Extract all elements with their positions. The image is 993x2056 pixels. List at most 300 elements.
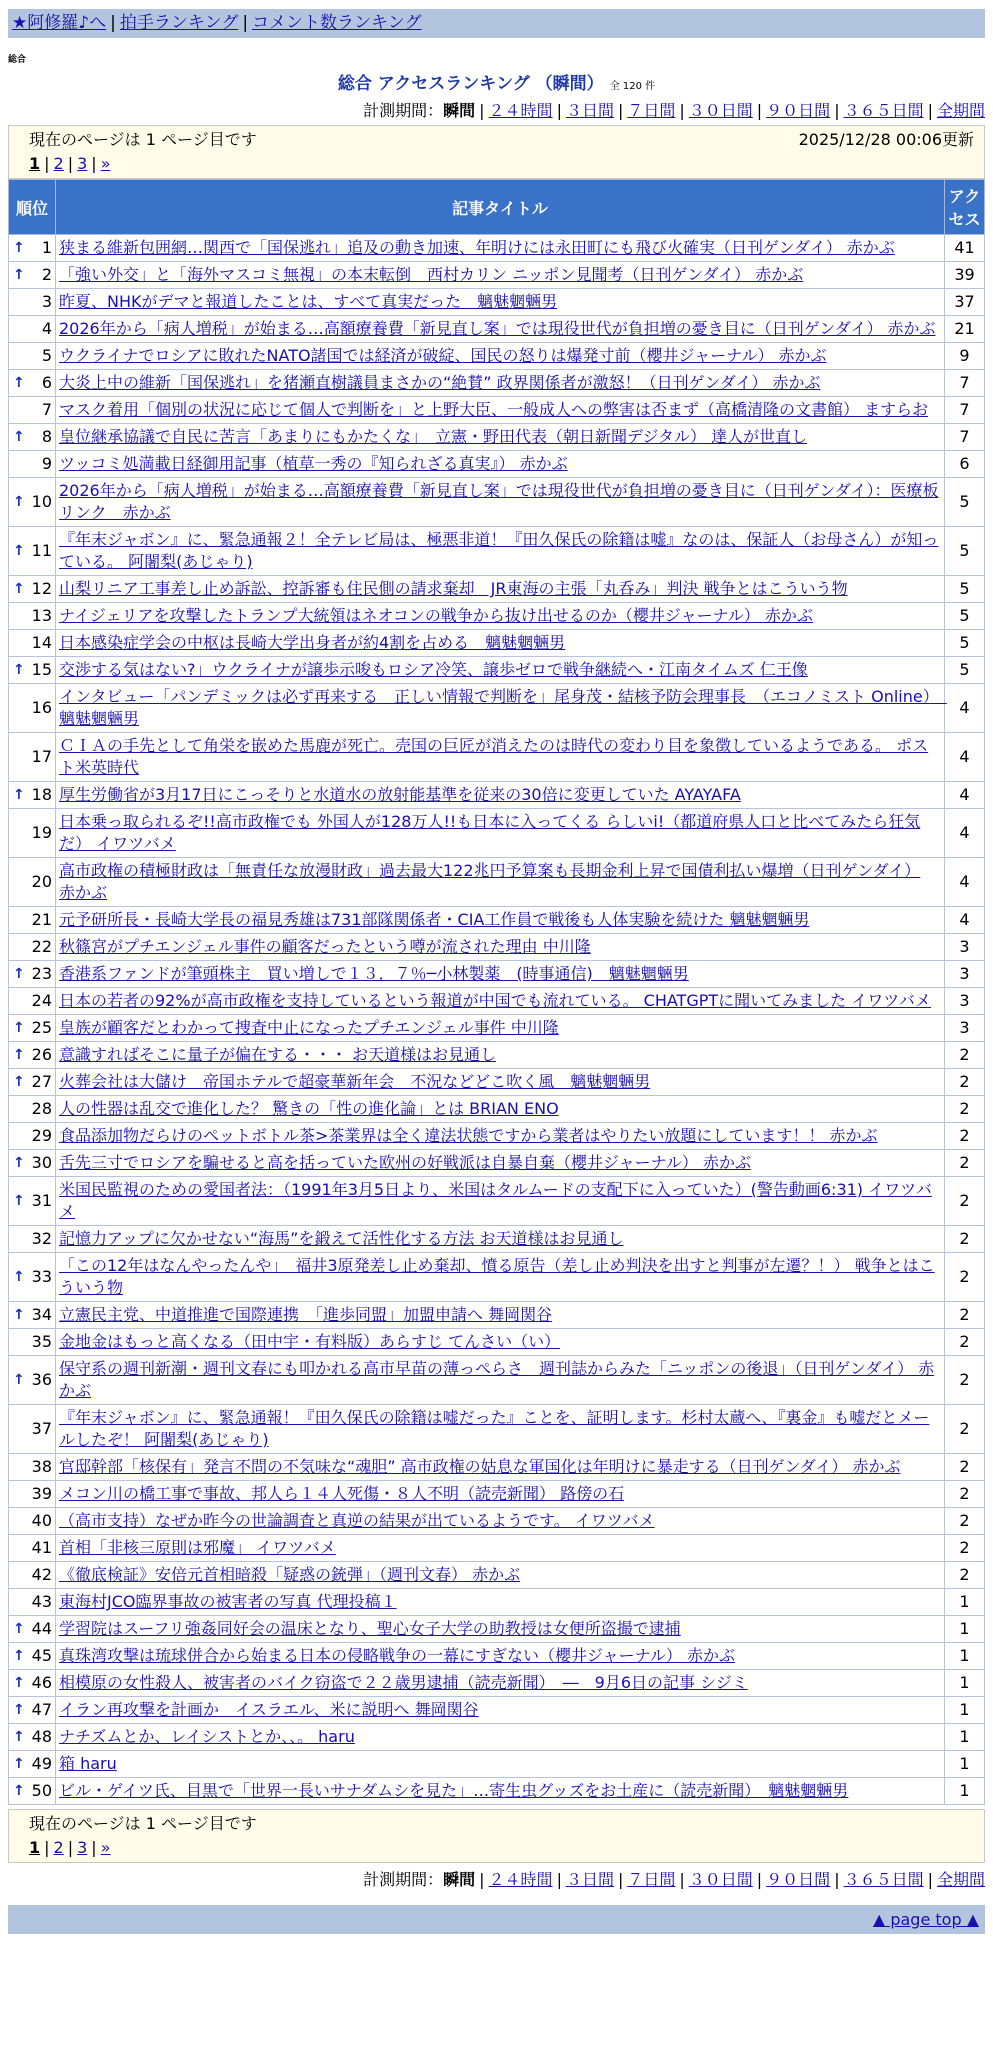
category-label: 総合 — [8, 55, 27, 65]
page-link[interactable]: 3 — [77, 154, 88, 173]
table-row — [9, 1670, 985, 1697]
article-link[interactable]: 秋篠宮がプチエンジェル事件の顧客だったという噂が流された理由 中川隆 — [59, 937, 591, 956]
article-link[interactable]: 首相「非核三原則は邪魔」 イワツバメ — [59, 1538, 336, 1557]
table-row — [9, 907, 985, 934]
up-arrow-icon: ↑ — [13, 429, 25, 445]
table-row — [9, 451, 985, 478]
rank-cell — [9, 988, 56, 1015]
table-row — [9, 733, 985, 782]
title-cell — [56, 1481, 945, 1508]
rank-cell — [9, 1123, 56, 1150]
up-arrow-icon: ↑ — [13, 1269, 25, 1285]
table-header-row — [9, 180, 985, 235]
rank-cell — [9, 1177, 56, 1226]
table-row — [9, 1535, 985, 1562]
article-link[interactable]: 皇族が顧客だとわかって捜査中止になったプチエンジェル事件 中川隆 — [59, 1018, 559, 1037]
access-count: 4 — [945, 907, 985, 934]
page-separator: | — [44, 1838, 50, 1857]
period-link[interactable]: ３６５日間 — [843, 1870, 924, 1889]
article-link[interactable]: 米国民監視のための愛国者法：（1991年3月5日より、米国はタルムードの支配下に入っていた）(警告動画6:31) イワツバメ — [59, 1180, 932, 1221]
table-row — [9, 576, 985, 603]
rank-cell — [9, 1150, 56, 1177]
period-link[interactable]: ３日間 — [565, 1870, 614, 1889]
table-row — [9, 1096, 985, 1123]
access-count: 41 — [945, 235, 985, 262]
article-link[interactable]: インタビュー「パンデミックは必ず再来する 正しい情報で判断を」尾身茂・結核予防会理事長 （エコノミスト Online） 魑魅魍魎男 — [59, 687, 947, 728]
period-separator: | — [834, 1870, 840, 1889]
nav-separator: | — [242, 13, 249, 33]
access-header: アクセス — [945, 180, 985, 235]
period-selector-top — [8, 98, 985, 121]
article-link[interactable]: 保守系の週刊新潮・週刊文春にも叩かれる高市早苗の薄っぺらさ 週刊誌からみた「ニッポンの後退」（日刊ゲンダイ） 赤かぶ — [59, 1359, 935, 1400]
rank-number: 37 — [31, 1419, 52, 1438]
title-cell — [56, 961, 945, 988]
access-count: 4 — [945, 858, 985, 907]
rank-cell — [9, 478, 56, 527]
article-link[interactable]: 相模原の女性殺人、被害者のバイク窃盗で２２歳男逮捕（読売新聞） ― 9月6日の記事 シジミ — [59, 1673, 748, 1692]
article-link[interactable]: ウクライナでロシアに敗れたNATO諸国では経済が破綻、国民の怒りは爆発寸前（櫻井ジャーナル） 赤かぶ — [59, 346, 827, 365]
article-link[interactable]: 東海村JCO臨界事故の被害者の写真 代理投稿１ — [59, 1592, 397, 1611]
article-link[interactable]: 昨夏、NHKがデマと報道したことは、すべて真実だった 魑魅魍魎男 — [59, 292, 558, 311]
rank-cell — [9, 1405, 56, 1454]
access-count: 1 — [945, 1616, 985, 1643]
page-link[interactable]: » — [100, 154, 111, 173]
pagination — [29, 152, 974, 176]
table-row — [9, 1015, 985, 1042]
access-count: 4 — [945, 684, 985, 733]
table-row — [9, 1616, 985, 1643]
rank-number: 14 — [31, 633, 52, 652]
article-link[interactable]: 意識すればそこに量子が偏在する・・・ お天道様はお見通し — [59, 1045, 497, 1064]
title-cell — [56, 262, 945, 289]
table-row — [9, 1177, 985, 1226]
rank-header: 順位 — [9, 180, 56, 235]
page-info-bottom — [8, 1809, 985, 1863]
period-link[interactable]: 全期間 — [936, 1870, 985, 1889]
up-arrow-icon: ↑ — [13, 494, 25, 510]
title-cell — [56, 1042, 945, 1069]
rank-number: 8 — [41, 427, 52, 446]
comment-ranking-link[interactable]: コメント数ランキング — [252, 13, 422, 33]
access-count: 4 — [945, 733, 985, 782]
access-count: 2 — [945, 1405, 985, 1454]
article-link[interactable]: 交渉する気はない?」ウクライナが譲歩示唆もロシア冷笑、譲歩ゼロで戦争継続へ・江南タイムズ 仁王像 — [59, 660, 808, 679]
access-count: 37 — [945, 289, 985, 316]
title-cell — [56, 1697, 945, 1724]
table-row — [9, 1697, 985, 1724]
article-link[interactable]: 真珠湾攻撃は琉球併合から始まる日本の侵略戦争の一幕にすぎない（櫻井ジャーナル） 赤かぶ — [59, 1646, 735, 1665]
article-link[interactable]: 『年末ジャボン』に、緊急通報！『田久保氏の除籍は嘘だった』ことを、証明します。杉村太蔵へ、『裏金』も嘘だとメールしたぞ！ 阿闍梨(あじゃり) — [59, 1408, 930, 1449]
table-row — [9, 262, 985, 289]
rank-cell — [9, 1643, 56, 1670]
period-separator: | — [834, 101, 840, 120]
article-link[interactable]: 山梨リニア工事差し止め訴訟、控訴審も住民側の請求棄却 JR東海の主張「丸呑み」判決 戦争とはこういう物 — [59, 579, 848, 598]
rank-number: 21 — [31, 910, 52, 929]
table-row — [9, 1751, 985, 1778]
rank-number: 40 — [31, 1511, 52, 1530]
access-count: 4 — [945, 809, 985, 858]
article-link[interactable]: 記憶力アップに欠かせない“海馬”を鍛えて活性化する方法 お天道様はお見通し — [59, 1229, 624, 1248]
rank-cell — [9, 961, 56, 988]
rank-number: 22 — [31, 937, 52, 956]
table-row — [9, 961, 985, 988]
period-separator: | — [927, 1870, 933, 1889]
title-cell — [56, 1535, 945, 1562]
article-link[interactable]: 2026年から「病人増税」が始まる…高額療養費「新見直し案」では現役世代が負担増の憂き目に（日刊ゲンダイ） 赤かぶ — [59, 319, 936, 338]
rank-number: 46 — [31, 1673, 52, 1692]
title-cell — [56, 1226, 945, 1253]
page-separator: | — [91, 1838, 97, 1857]
title-cell — [56, 684, 945, 733]
page-separator: | — [44, 154, 50, 173]
up-arrow-icon: ↑ — [13, 543, 25, 559]
up-arrow-icon: ↑ — [13, 1756, 25, 1772]
rank-number: 11 — [31, 541, 52, 560]
title-cell — [56, 1405, 945, 1454]
rank-cell — [9, 1069, 56, 1096]
rank-cell — [9, 1302, 56, 1329]
access-count: 2 — [945, 1226, 985, 1253]
bottom-bar — [8, 1905, 985, 1934]
period-label: 計測期間： — [363, 1870, 444, 1889]
access-count: 7 — [945, 370, 985, 397]
rank-number: 29 — [31, 1126, 52, 1145]
rank-number: 47 — [31, 1700, 52, 1719]
article-link[interactable]: 金地金はもっと高くなる（田中宇・有料版）あらすじ てんさい（い） — [59, 1332, 561, 1351]
article-link[interactable]: 元予研所長・長崎大学長の福見秀雄は731部隊関係者・CIA工作員で戦後も人体実験を続けた 魑魅魍魎男 — [59, 910, 810, 929]
article-link[interactable]: 食品添加物だらけのペットボトル茶>茶業界は全く違法状態ですから業者はやりたい放題にしています！！ 赤かぶ — [59, 1126, 878, 1145]
rank-cell — [9, 397, 56, 424]
up-arrow-icon: ↑ — [13, 1193, 25, 1209]
article-link[interactable]: 『年末ジャボン』に、緊急通報２！全テレビ局は、極悪非道！『田久保氏の除籍は嘘』なのは、保証人（お母さん）が知っている。 阿闍梨(あじゃり) — [59, 530, 939, 571]
title-cell — [56, 1123, 945, 1150]
article-link[interactable]: 高市政権の積極財政は「無責任な放漫財政」過去最大122兆円予算案も長期金利上昇で国債利払い爆増（日刊ゲンダイ） 赤かぶ — [59, 861, 921, 902]
article-link[interactable]: 狭まる維新包囲網…関西で「国保逃れ」追及の動き加速、年明けには永田町にも飛び火確実（日刊ゲンダイ） 赤かぶ — [59, 238, 895, 257]
access-count: 2 — [945, 1253, 985, 1302]
rank-number: 16 — [31, 698, 52, 717]
period-separator: | — [679, 101, 685, 120]
article-link[interactable]: 日本乗っ取られるぞ!!高市政権でも 外国人が128万人!!も日本に入ってくる らしいi!（都道府県人口と比べてみたら狂気だ） イワツバメ — [59, 812, 921, 853]
rank-number: 26 — [31, 1045, 52, 1064]
page-top-link[interactable]: ▲ page top ▲ — [872, 1910, 979, 1929]
table-row — [9, 988, 985, 1015]
period-separator: | — [756, 101, 763, 120]
rank-number: 18 — [31, 785, 52, 804]
title-cell — [56, 630, 945, 657]
rank-cell — [9, 370, 56, 397]
access-count: 2 — [945, 1177, 985, 1226]
title-cell — [56, 576, 945, 603]
title-cell — [56, 1177, 945, 1226]
article-link[interactable]: 立憲民主党、中道推進で国際連携 「進歩同盟」加盟申請へ 舞岡関谷 — [59, 1305, 553, 1324]
period-link[interactable]: 全期間 — [936, 101, 985, 120]
title-cell — [56, 1253, 945, 1302]
article-link[interactable]: 2026年から「病人増税」が始まる…高額療養費「新見直し案」では現役世代が負担増の憂き目に（日刊ゲンダイ）：医療板リンク 赤かぶ — [59, 481, 939, 522]
table-row — [9, 1508, 985, 1535]
period-separator: | — [479, 1870, 485, 1889]
rank-cell — [9, 1724, 56, 1751]
period-link[interactable]: ３６５日間 — [843, 101, 924, 120]
access-count: 2 — [945, 1356, 985, 1405]
title-header: 記事タイトル — [56, 180, 945, 235]
title-cell — [56, 1616, 945, 1643]
access-count: 1 — [945, 1724, 985, 1751]
table-row — [9, 1405, 985, 1454]
rank-number: 13 — [31, 606, 52, 625]
article-link[interactable]: 大炎上中の維新「国保逃れ」を猪瀬直樹議員まさかの“絶賛” 政界関係者が激怒！（日刊ゲンダイ） 赤かぶ — [59, 373, 821, 392]
title-cell — [56, 1778, 945, 1805]
access-count: 1 — [945, 1697, 985, 1724]
table-row — [9, 1589, 985, 1616]
table-row — [9, 1302, 985, 1329]
rank-cell — [9, 343, 56, 370]
rank-number: 45 — [31, 1646, 52, 1665]
rank-cell — [9, 657, 56, 684]
up-arrow-icon: ↑ — [13, 375, 25, 391]
rank-number: 50 — [31, 1781, 52, 1800]
up-arrow-icon: ↑ — [13, 1729, 25, 1745]
title-cell — [56, 424, 945, 451]
rank-number: 33 — [31, 1267, 52, 1286]
access-count: 5 — [945, 527, 985, 576]
access-count: 2 — [945, 1150, 985, 1177]
rank-number: 42 — [31, 1565, 52, 1584]
period-link[interactable]: ９０日間 — [766, 101, 831, 120]
title-cell — [56, 1329, 945, 1356]
rank-number: 20 — [31, 872, 52, 891]
article-link[interactable]: 火葬会社は大儲け 帝国ホテルで超豪華新年会 不況などどこ吹く風 魑魅魍魎男 — [59, 1072, 651, 1091]
period-separator: | — [756, 1870, 763, 1889]
access-count: 5 — [945, 630, 985, 657]
access-count: 1 — [945, 1643, 985, 1670]
title-cell — [56, 782, 945, 809]
rank-cell — [9, 684, 56, 733]
rank-cell — [9, 527, 56, 576]
rank-number: 6 — [41, 373, 52, 392]
pagination — [29, 1836, 974, 1860]
period-link[interactable]: ９０日間 — [766, 1870, 831, 1889]
access-count: 2 — [945, 1042, 985, 1069]
home-link[interactable]: ★阿修羅♪へ — [12, 13, 107, 33]
article-link[interactable]: 人の性器は乱交で進化した？ 驚きの「性の進化論」とは BRIAN ENO — [59, 1099, 559, 1118]
rank-number: 49 — [31, 1754, 52, 1773]
rank-number: 44 — [31, 1619, 52, 1638]
rank-cell — [9, 1589, 56, 1616]
rank-number: 15 — [31, 660, 52, 679]
up-arrow-icon: ↑ — [13, 1621, 25, 1637]
page-current: 1 — [29, 154, 41, 173]
title-cell — [56, 858, 945, 907]
table-row — [9, 370, 985, 397]
title-cell — [56, 1454, 945, 1481]
access-count: 3 — [945, 961, 985, 988]
table-row — [9, 527, 985, 576]
period-separator: | — [679, 1870, 685, 1889]
article-link[interactable]: 日本感染症学会の中枢は長崎大学出身者が約4割を占める 魑魅魍魎男 — [59, 633, 566, 652]
rank-cell — [9, 1253, 56, 1302]
title-cell — [56, 1751, 945, 1778]
article-link[interactable]: マスク着用「個別の状況に応じて個人で判断を」と上野大臣、一般成人への弊害は否まず（高橋清隆の文書館） ますらお — [59, 400, 929, 419]
rank-number: 31 — [31, 1191, 52, 1210]
rank-cell — [9, 1015, 56, 1042]
title-cell — [56, 1670, 945, 1697]
page-link[interactable]: » — [100, 1838, 111, 1857]
title-cell — [56, 235, 945, 262]
table-row — [9, 782, 985, 809]
article-link[interactable]: 《徹底検証》安倍元首相暗殺「疑惑の銃弾」（週刊文春） 赤かぶ — [59, 1565, 521, 1584]
period-separator: | — [617, 101, 624, 120]
title-cell — [56, 934, 945, 961]
title-cell — [56, 809, 945, 858]
access-count: 39 — [945, 262, 985, 289]
access-count: 2 — [945, 1302, 985, 1329]
table-row — [9, 1562, 985, 1589]
access-count: 4 — [945, 782, 985, 809]
up-arrow-icon: ↑ — [13, 1783, 25, 1799]
access-count: 2 — [945, 1562, 985, 1589]
rank-number: 24 — [31, 991, 52, 1010]
period-link[interactable]: ３０日間 — [688, 1870, 753, 1889]
table-row — [9, 809, 985, 858]
table-row — [9, 1329, 985, 1356]
page-link[interactable]: 2 — [53, 154, 64, 173]
article-link[interactable]: 学習院はスーフリ強姦同好会の温床となり、聖心女子大学の助教授は女便所盗撮で逮捕 — [59, 1619, 681, 1638]
rank-cell — [9, 316, 56, 343]
article-link[interactable]: 「この12年はなんやったんや」 福井3原発差し止め棄却、憤る原告（差し止め判決を出すと判事が左遷？！） 戦争とはこういう物 — [59, 1256, 935, 1297]
rank-number: 32 — [31, 1229, 52, 1248]
period-link[interactable]: ７日間 — [627, 101, 676, 120]
access-count: 2 — [945, 1123, 985, 1150]
rank-number: 36 — [31, 1370, 52, 1389]
rank-cell — [9, 1697, 56, 1724]
article-link[interactable]: 舌先三寸でロシアを騙せると高を括っていた欧州の好戦派は自暴自棄（櫻井ジャーナル） 赤かぶ — [59, 1153, 751, 1172]
article-link[interactable]: ＣＩＡの手先として角栄を嵌めた馬鹿が死亡。売国の巨匠が消えたのは時代の変わり目を象徴しているようである。 ポスト米英時代 — [59, 736, 929, 777]
rank-cell — [9, 1508, 56, 1535]
period-separator: | — [479, 101, 485, 120]
rank-cell — [9, 1226, 56, 1253]
title-cell — [56, 1015, 945, 1042]
rank-number: 41 — [31, 1538, 52, 1557]
rank-number: 17 — [31, 747, 52, 766]
article-link[interactable]: 香港系ファンドが筆頭株主 買い増しで１３．７％─小林製薬 (時事通信) 魑魅魍魎男 — [59, 964, 689, 983]
article-link[interactable]: ビル・ゲイツ氏、目黒で「世界一長いサナダムシを見た」…寄生虫グッズをお土産に（読売新聞） 魑魅魍魎男 — [59, 1781, 849, 1800]
title-cell — [56, 1508, 945, 1535]
period-link[interactable]: ３０日間 — [688, 101, 753, 120]
rank-cell — [9, 1481, 56, 1508]
rank-cell — [9, 1535, 56, 1562]
table-row — [9, 343, 985, 370]
title-cell — [56, 1724, 945, 1751]
period-link[interactable]: ７日間 — [627, 1870, 676, 1889]
access-count: 1 — [945, 1589, 985, 1616]
table-row — [9, 1150, 985, 1177]
rank-cell — [9, 576, 56, 603]
article-link[interactable]: 日本の若者の92%が高市政権を支持しているという報道が中国でも流れている。 CHATGPTに聞いてみました イワツバメ — [59, 991, 931, 1010]
access-count: 7 — [945, 397, 985, 424]
article-link[interactable]: 厚生労働省が3月17日にこっそりと水道水の放射能基準を従来の30倍に変更していた AYAYAFA — [59, 785, 741, 804]
period-link[interactable]: ３日間 — [565, 101, 614, 120]
period-current: 瞬間 — [443, 1870, 476, 1889]
article-link[interactable]: イラン再攻撃を計画か イスラエル、米に説明へ 舞岡関谷 — [59, 1700, 479, 1719]
rank-number: 23 — [31, 964, 52, 983]
table-row — [9, 934, 985, 961]
title-cell — [56, 1589, 945, 1616]
clap-ranking-link[interactable]: 拍手ランキング — [119, 13, 239, 33]
table-row — [9, 316, 985, 343]
access-count: 5 — [945, 657, 985, 684]
rank-cell — [9, 1356, 56, 1405]
rank-cell — [9, 809, 56, 858]
title-cell — [56, 289, 945, 316]
rank-cell — [9, 858, 56, 907]
title-cell — [56, 370, 945, 397]
article-link[interactable]: 箱 haru — [59, 1754, 117, 1773]
rank-number: 12 — [31, 579, 52, 598]
page-separator: | — [91, 154, 97, 173]
article-link[interactable]: ツッコミ処満載日経御用記事（植草一秀の『知られざる真実』） 赤かぶ — [59, 454, 568, 473]
current-page-text: 現在のページは 1 ページ目です — [29, 130, 257, 149]
up-arrow-icon: ↑ — [13, 787, 25, 803]
title-cell — [56, 343, 945, 370]
rank-cell — [9, 1778, 56, 1805]
title-cell — [56, 988, 945, 1015]
article-link[interactable]: 官邸幹部「核保有」発言不問の不気味な“魂胆” 高市政権の姑息な軍国化は年明けに暴走する（日刊ゲンダイ） 赤かぶ — [59, 1457, 901, 1476]
rank-cell — [9, 603, 56, 630]
article-link[interactable]: （高市支持）なぜか昨今の世論調査と真逆の結果が出ているようです。 イワツバメ — [59, 1511, 655, 1530]
page-link[interactable]: 3 — [77, 1838, 88, 1857]
article-link[interactable]: 皇位継承協議で自民に苦言「あまりにもかたくな」 立憲・野田代表（朝日新聞デジタル） 達人が世直し — [59, 427, 808, 446]
article-link[interactable]: 「強い外交」と「海外マスコミ無視」の本末転倒 西村カリン ニッポン見聞考（日刊ゲンダイ） 赤かぶ — [59, 265, 804, 284]
table-row — [9, 1226, 985, 1253]
page-link[interactable]: 2 — [53, 1838, 64, 1857]
title-cell — [56, 316, 945, 343]
article-link[interactable]: ナイジェリアを攻撃したトランプ大統領はネオコンの戦争から抜け出せるのか（櫻井ジャーナル） 赤かぶ — [59, 606, 813, 625]
access-count: 2 — [945, 1454, 985, 1481]
period-link[interactable]: ２４時間 — [488, 1870, 553, 1889]
page-separator: | — [67, 1838, 74, 1857]
up-arrow-icon: ↑ — [13, 267, 25, 283]
up-arrow-icon: ↑ — [13, 240, 25, 256]
rank-cell — [9, 1562, 56, 1589]
page-separator: | — [67, 154, 74, 173]
table-row — [9, 1481, 985, 1508]
total-count: 全 120 件 — [609, 81, 656, 92]
title-cell — [56, 1643, 945, 1670]
rank-cell — [9, 424, 56, 451]
title-cell — [56, 1150, 945, 1177]
article-link[interactable]: ナチズムとか、レイシストとか、、。 haru — [59, 1727, 355, 1746]
period-selector-bottom — [8, 1867, 985, 1890]
table-row — [9, 289, 985, 316]
period-link[interactable]: ２４時間 — [488, 101, 553, 120]
article-link[interactable]: メコン川の橋工事で事故、邦人ら１４人死傷・８人不明（読売新聞） 路傍の石 — [59, 1484, 625, 1503]
rank-number: 38 — [31, 1457, 52, 1476]
rank-number: 28 — [31, 1099, 52, 1118]
title-cell — [56, 478, 945, 527]
up-arrow-icon: ↑ — [13, 1155, 25, 1171]
table-row — [9, 235, 985, 262]
table-row — [9, 603, 985, 630]
table-row — [9, 1356, 985, 1405]
up-arrow-icon: ↑ — [13, 581, 25, 597]
table-row — [9, 1253, 985, 1302]
table-row — [9, 630, 985, 657]
up-arrow-icon: ↑ — [13, 1074, 25, 1090]
period-separator: | — [556, 101, 562, 120]
access-count: 2 — [945, 1069, 985, 1096]
table-row — [9, 397, 985, 424]
rank-cell — [9, 1096, 56, 1123]
